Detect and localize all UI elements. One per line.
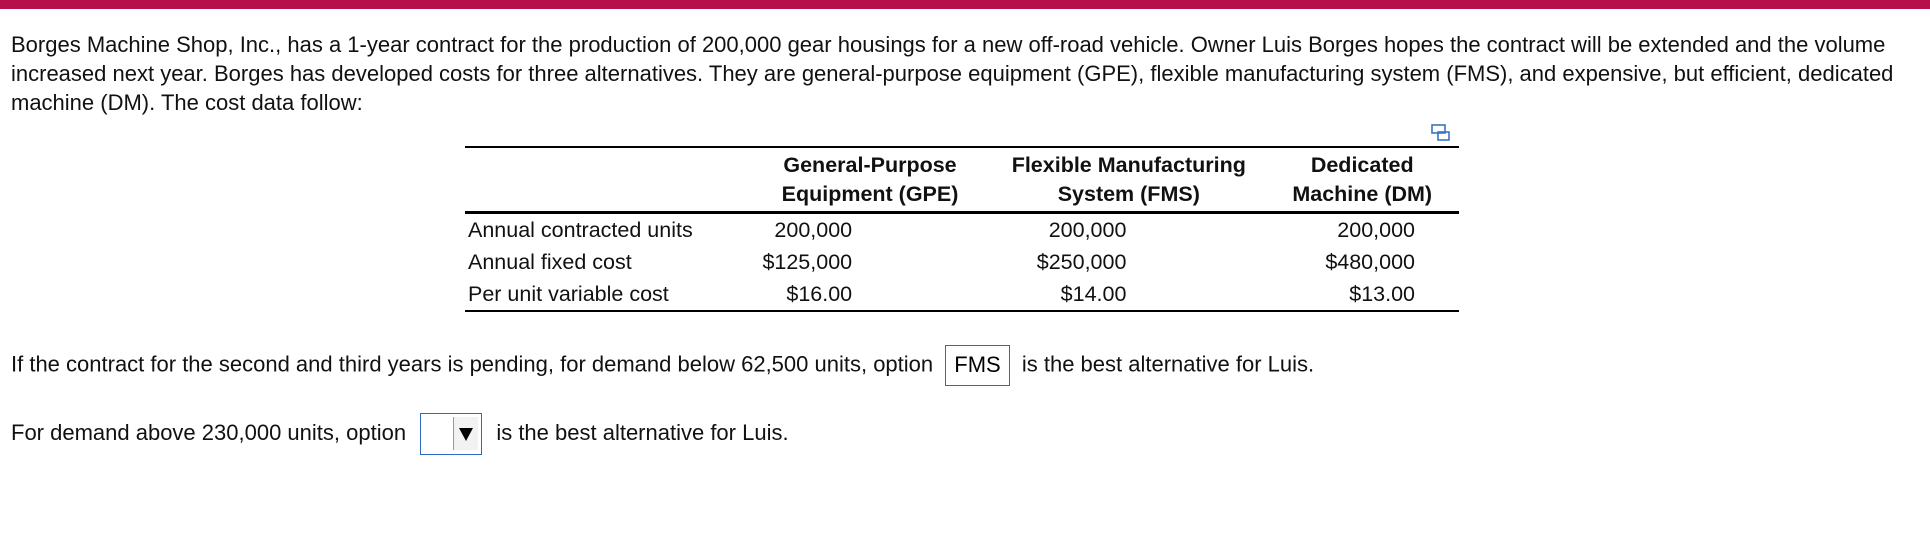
- table-row: [465, 278, 1459, 311]
- gpe-value: $125,000: [762, 250, 853, 274]
- gpe-value: $16.00: [786, 282, 853, 306]
- cost-data-table: [465, 146, 1459, 312]
- question-1-suffix: is the best alternative for Luis.: [1021, 351, 1315, 377]
- question-2-text: For demand above 230,000 units, option: [11, 419, 407, 445]
- triangle-down-icon: [458, 426, 474, 442]
- question-2-option-dropdown[interactable]: [420, 413, 482, 455]
- gpe-value: 200,000: [774, 218, 853, 242]
- header-gpe-line1: General-Purpose: [783, 153, 957, 177]
- table-row: [465, 246, 1459, 278]
- dropdown-arrow-button[interactable]: [453, 417, 478, 450]
- header-gpe: [748, 147, 992, 213]
- row-label: Annual contracted units: [468, 218, 693, 242]
- header-dm-line2: Machine (DM): [1292, 182, 1433, 206]
- question-2: [11, 413, 789, 455]
- fms-value: $14.00: [1060, 282, 1127, 306]
- header-blank: [465, 147, 748, 213]
- fms-value: 200,000: [1048, 218, 1127, 242]
- question-1-text: If the contract for the second and third years is pending, for demand below 62,500 units, option: [11, 351, 934, 377]
- header-gpe-line2: Equipment (GPE): [781, 182, 959, 206]
- expand-table-icon[interactable]: [1431, 124, 1451, 142]
- question-1-answer-field[interactable]: FMS: [945, 345, 1009, 386]
- dm-value: 200,000: [1337, 218, 1415, 242]
- table-row: [465, 213, 1459, 247]
- dm-value: $13.00: [1349, 282, 1415, 306]
- top-accent-bar: [0, 0, 1930, 9]
- row-label: Annual fixed cost: [468, 250, 632, 274]
- fms-value: $250,000: [1036, 250, 1127, 274]
- header-fms-line2: System (FMS): [1057, 182, 1200, 206]
- header-fms: [992, 147, 1265, 213]
- header-dm: [1265, 147, 1459, 213]
- question-1: [11, 345, 1314, 386]
- problem-intro-text: Borges Machine Shop, Inc., has a 1-year contract for the production of 200,000 gear housings for a new off-road vehicle. Owner Luis Borges hopes the contract will be extended and the volume increased next year. Borges has developed costs for three alternatives. They are general-purpose equipment (GPE), flexible manufacturing system (FMS), and expensive, but efficient, dedicated machine (DM). The cost data follow:: [11, 32, 1894, 115]
- question-2-suffix: is the best alternative for Luis.: [496, 419, 789, 445]
- header-fms-line1: Flexible Manufacturing: [1011, 153, 1246, 177]
- dm-value: $480,000: [1325, 250, 1415, 274]
- table-header-row: [465, 147, 1459, 213]
- row-label: Per unit variable cost: [468, 282, 669, 306]
- header-dm-line1: Dedicated: [1310, 153, 1414, 177]
